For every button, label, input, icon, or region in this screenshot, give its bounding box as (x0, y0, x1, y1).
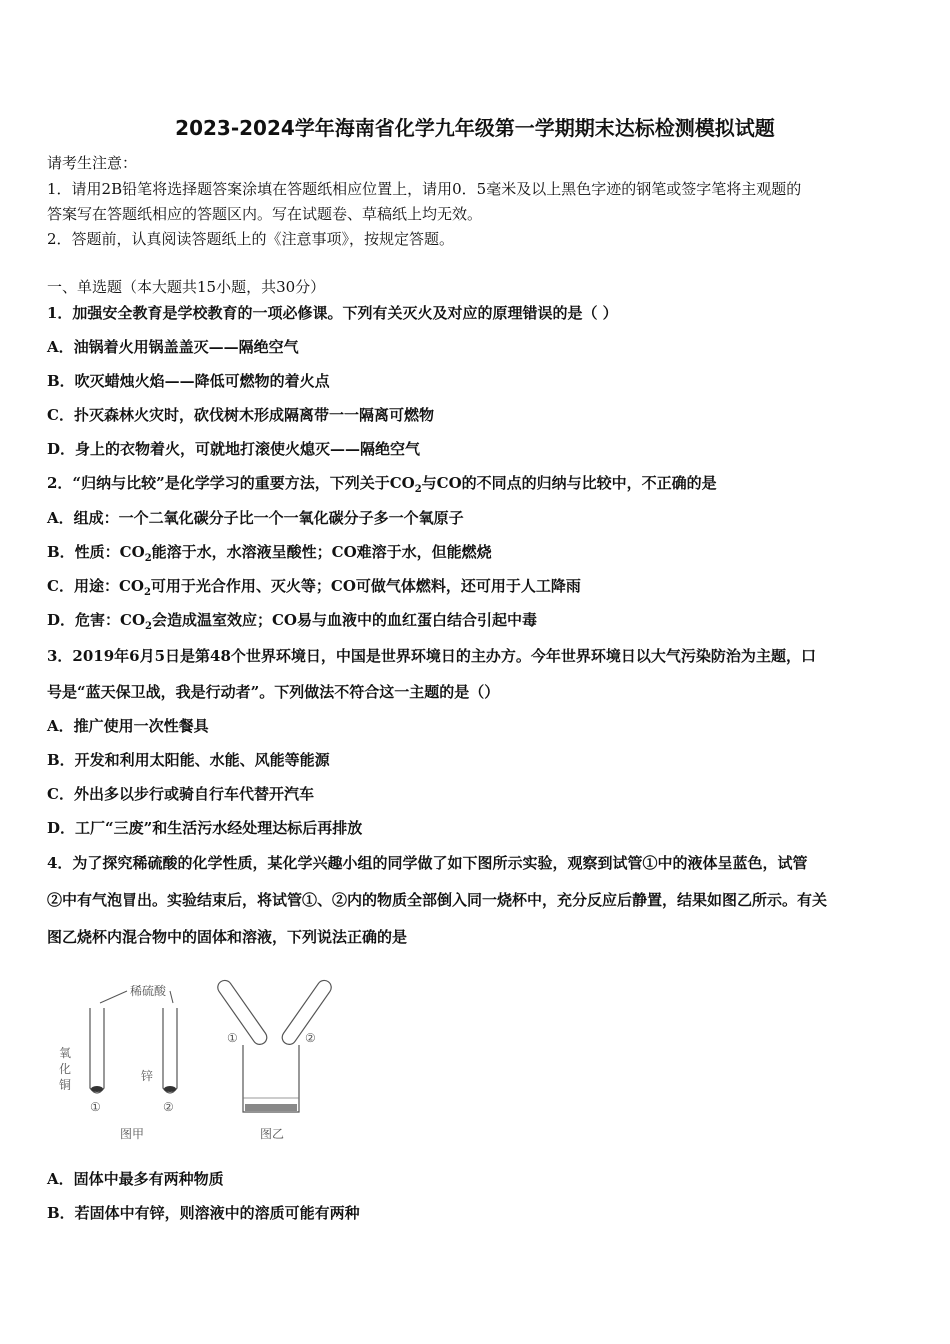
pour-1-mark: ① (227, 1031, 238, 1045)
zinc-label: 锌 (141, 1069, 154, 1083)
notice-item-1-line-1: 1．请用2B铅笔将选择题答案涂填在答题纸相应位置上，请用0．5毫米及以上黑色字迹的钢笔或签字笔将主观题的 (47, 180, 802, 198)
page-title: 2023-2024学年海南省化学九年级第一学期期末达标检测模拟试题 (175, 116, 775, 140)
copper-oxide-solid (91, 1086, 103, 1092)
acid-arrow-right (170, 991, 173, 1003)
zinc-solid (164, 1086, 176, 1092)
test-tube-2 (163, 1008, 177, 1093)
q2-option-b: B．性质：$CO_2$能溶于水，水溶液呈酸性；CO难溶于水，但能燃烧 (47, 543, 492, 564)
q1-option-a: A．油锅着火用锅盖盖灭——隔绝空气 (47, 338, 299, 356)
q2-option-c: C．用途：$CO_2$可用于光合作用、灭火等；CO可做气体燃料，还可用于人工降雨 (47, 577, 581, 598)
experiment-figure (55, 970, 355, 1150)
q2-option-a: A．组成：一个二氧化碳分子比一个一氧化碳分子多一个氧原子 (47, 509, 464, 527)
right-caption: 图乙 (260, 1127, 285, 1141)
q2-stem: 2．“归纳与比较”是化学学习的重要方法，下列关于$CO_2$与CO的不同点的归纳与比较中，不正确的是 (47, 474, 717, 495)
q4-stem-line-1: 4．为了探究稀硫酸的化学性质，某化学兴趣小组的同学做了如下图所示实验，观察到试管①中的液体呈蓝色，试管 (47, 854, 808, 872)
q4-stem-line-2: ②中有气泡冒出。实验结束后，将试管①、②内的物质全部倒入同一烧杯中，充分反应后静置，结果如图乙所示。有关 (47, 891, 828, 909)
q4-option-a: A．固体中最多有两种物质 (47, 1170, 224, 1188)
tube-2-mark: ② (163, 1100, 174, 1114)
test-tube-1 (90, 1008, 104, 1093)
q3-stem-line-1: 3．2019年6月5日是第48个世界环境日，中国是世界环境日的主办方。今年世界环境日以大气污染防治为主题，口 (47, 647, 816, 665)
q3-option-b: B．开发和利用太阳能、水能、风能等能源 (47, 751, 330, 769)
q3-option-c: C．外出多以步行或骑自行车代替开汽车 (47, 785, 314, 803)
q1-option-d: D．身上的衣物着火，可就地打滚使火熄灭——隔绝空气 (47, 440, 421, 458)
acid-label: 稀硫酸 (130, 984, 167, 998)
left-caption: 图甲 (120, 1127, 145, 1141)
oxide-label-1: 氧 (59, 1046, 72, 1060)
notice-item-1-line-2: 答案写在答题纸相应的答题区内。写在试题卷、草稿纸上均无效。 (47, 205, 483, 223)
acid-arrow-left (100, 991, 127, 1003)
pour-tube-1 (215, 978, 269, 1047)
q3-option-a: A．推广使用一次性餐具 (47, 717, 209, 735)
section-heading: 一、单选题（本大题共15小题，共30分） (47, 278, 326, 296)
beaker (243, 1045, 299, 1112)
notice-item-2: 2．答题前，认真阅读答题纸上的《注意事项》，按规定答题。 (47, 230, 455, 248)
q1-option-b: B．吹灭蜡烛火焰——降低可燃物的着火点 (47, 372, 330, 390)
q4-option-b: B．若固体中有锌，则溶液中的溶质可能有两种 (47, 1204, 360, 1222)
pour-2-mark: ② (305, 1031, 316, 1045)
tube-1-mark: ① (90, 1100, 101, 1114)
beaker-solid (245, 1104, 297, 1111)
q1-stem: 1．加强安全教育是学校教育的一项必修课。下列有关灭火及对应的原理错误的是（ ） (47, 304, 618, 322)
q4-stem-line-3: 图乙烧杯内混合物中的固体和溶液，下列说法正确的是 (47, 928, 408, 946)
q2-option-d: D．危害：$CO_2$会造成温室效应；CO易与血液中的血红蛋白结合引起中毒 (47, 611, 537, 632)
notice-heading: 请考生注意： (47, 154, 138, 172)
q3-option-d: D．工厂“三废”和生活污水经处理达标后再排放 (47, 819, 363, 837)
oxide-label-2: 化 (59, 1062, 72, 1076)
q1-option-c: C．扑灭森林火灾时，砍伐树木形成隔离带一一隔离可燃物 (47, 406, 434, 424)
q3-stem-line-2: 号是“蓝天保卫战，我是行动者”。下列做法不符合这一主题的是（） (47, 683, 500, 701)
oxide-label-3: 铜 (59, 1078, 72, 1092)
